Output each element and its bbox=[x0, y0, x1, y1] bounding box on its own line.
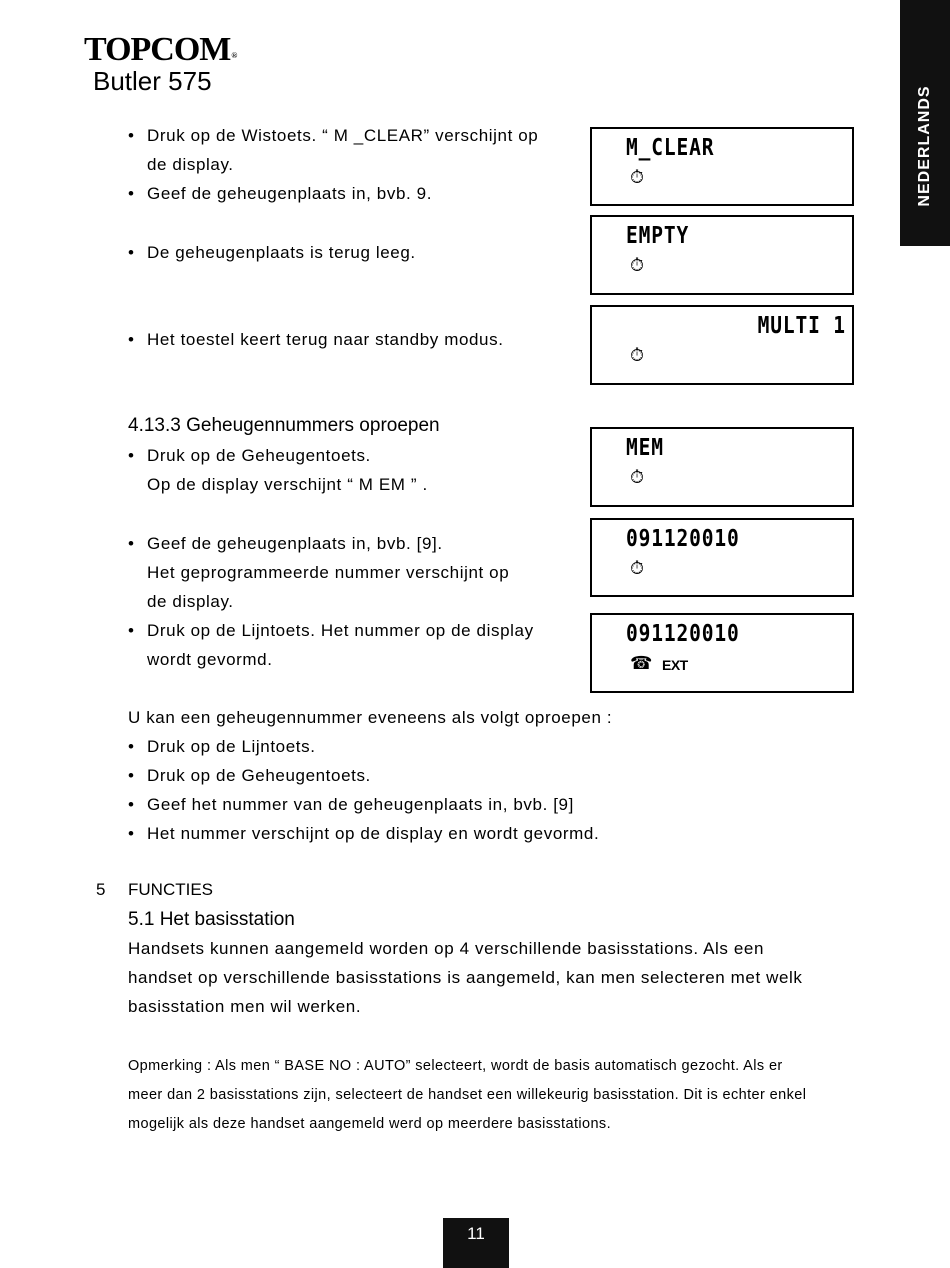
section-subheading: 5.1 Het basisstation bbox=[128, 909, 295, 930]
timer-icon: ⏱ bbox=[630, 167, 645, 187]
list-item-continuation: Op de display verschijnt “ M EM ” . bbox=[147, 475, 428, 494]
lcd-display bbox=[590, 215, 854, 295]
section-number: 5 bbox=[96, 880, 106, 899]
list-item-continuation: wordt gevormd. bbox=[147, 650, 273, 669]
paragraph-intro: U kan een geheugennummer eveneens als volgt oproepen : bbox=[128, 708, 613, 727]
page-number: 11 bbox=[443, 1218, 509, 1268]
note-line: meer dan 2 basisstations zijn, selecteert de handset een willekeurig basisstation. Dit is echter enkel bbox=[128, 1087, 807, 1103]
paragraph-line: Handsets kunnen aangemeld worden op 4 verschillende basisstations. Als een bbox=[128, 939, 764, 958]
phone-icon: ☎ bbox=[630, 653, 653, 673]
brand-logo: TOPCOM® bbox=[84, 31, 237, 68]
lcd-text: M_CLEAR bbox=[626, 135, 715, 161]
lcd-display bbox=[590, 613, 854, 693]
list-item-continuation: de display. bbox=[147, 592, 234, 611]
paragraph-line: handset op verschillende basisstations is aangemeld, kan men selecteren met welk bbox=[128, 968, 803, 987]
model-name: Butler 575 bbox=[93, 66, 212, 96]
timer-icon: ⏱ bbox=[630, 255, 645, 275]
lcd-text: 091120010 bbox=[626, 621, 740, 647]
lcd-text: MULTI 1 bbox=[757, 313, 846, 339]
list-item-continuation: Het geprogrammeerde nummer verschijnt op bbox=[147, 563, 510, 582]
section-heading: 4.13.3 Geheugennummers oproepen bbox=[128, 415, 440, 436]
lcd-text: MEM bbox=[626, 435, 664, 461]
ext-label: EXT bbox=[662, 657, 688, 673]
timer-icon: ⏱ bbox=[630, 558, 645, 578]
lcd-display bbox=[590, 427, 854, 507]
timer-icon: ⏱ bbox=[630, 467, 645, 487]
note-line: Opmerking : Als men “ BASE NO : AUTO” selecteert, wordt de basis automatisch gezocht. Als er bbox=[128, 1058, 783, 1074]
list-item-continuation: de display. bbox=[147, 155, 234, 174]
timer-icon: ⏱ bbox=[630, 345, 645, 365]
lcd-text: 091120010 bbox=[626, 526, 740, 552]
paragraph-line: basisstation men wil werken. bbox=[128, 997, 362, 1016]
lcd-display bbox=[590, 305, 854, 385]
lcd-display bbox=[590, 127, 854, 206]
section-title: FUNCTIES bbox=[128, 880, 213, 899]
lcd-display bbox=[590, 518, 854, 597]
language-tab: NEDERLANDS bbox=[900, 0, 950, 246]
lcd-text: EMPTY bbox=[626, 223, 690, 249]
note-line: mogelijk als deze handset aangemeld werd op meerdere basisstations. bbox=[128, 1116, 612, 1132]
